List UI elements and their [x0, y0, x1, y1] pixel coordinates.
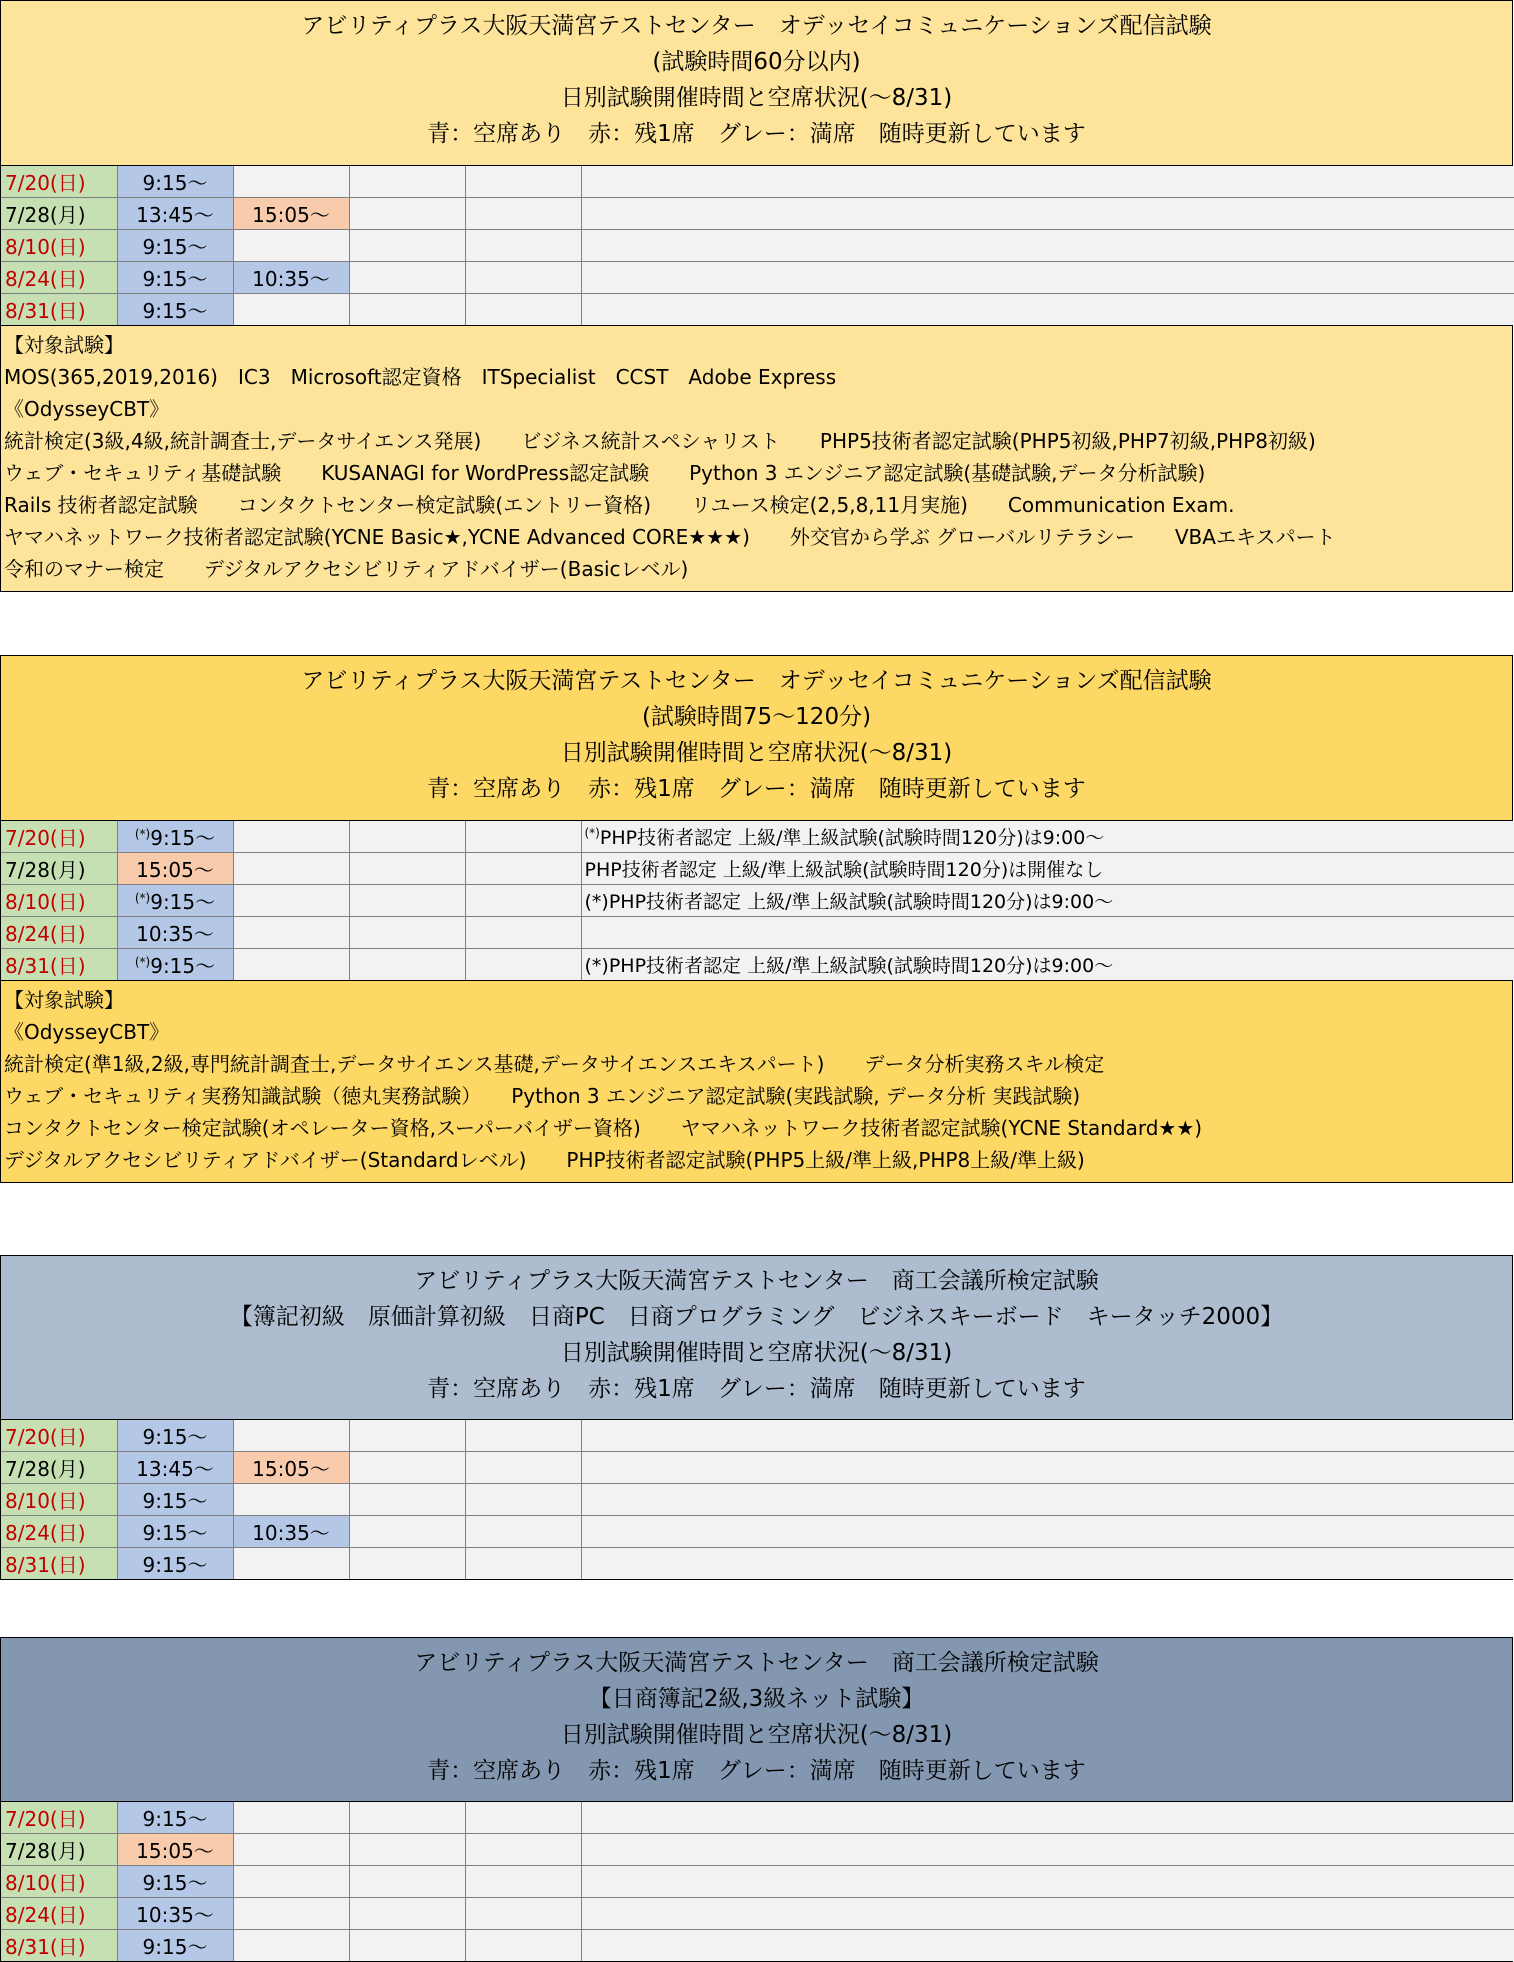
empty-slot-cell: [465, 1484, 581, 1516]
note-cell: [581, 166, 1514, 198]
time-slot-cell: [233, 262, 349, 294]
time-slot-cell: [117, 885, 233, 917]
table-row: [1, 294, 1514, 326]
date-cell: 8/10(日): [1, 885, 117, 917]
empty-slot-cell: [465, 1516, 581, 1548]
section-header: [1, 656, 1512, 821]
time-slot-text: 9:15～: [142, 1807, 208, 1831]
date-cell: 7/20(日): [1, 1420, 117, 1452]
time-slot-cell: [233, 1452, 349, 1484]
note-cell: [581, 1452, 1514, 1484]
time-slot-cell: [117, 1420, 233, 1452]
table-row: [1, 198, 1514, 230]
footnote-mark: (*): [584, 826, 600, 840]
empty-slot-cell: [349, 1866, 465, 1898]
table-row: [1, 917, 1514, 949]
note-text: PHP技術者認定 上級/準上級試験(試験時間120分)は9:00～: [599, 827, 1105, 849]
date-cell: 8/10(日): [1, 230, 117, 262]
date-cell: 7/28(月): [1, 198, 117, 230]
section-header: [1, 1638, 1512, 1802]
target-exams: [1, 980, 1512, 1182]
time-slot-text: 9:15～: [142, 171, 208, 195]
time-slot-text: 10:35～: [136, 1903, 214, 1927]
time-slot-cell: [117, 1516, 233, 1548]
target-exams-line: MOS(365,2019,2016) IC3 Microsoft認定資格 ITSpecialist CCST Adobe Express: [4, 365, 837, 389]
target-exams-line: 令和のマナー検定 デジタルアクセシビリティアドバイザー(Basicレベル): [4, 557, 689, 581]
time-slot-text: 10:35～: [136, 922, 214, 946]
time-slot-cell: [117, 917, 233, 949]
schedule-table: [1, 166, 1514, 325]
note-text: PHP技術者認定 上級/準上級試験(試験時間120分)は開催なし: [584, 859, 1104, 881]
time-slot-cell: [117, 821, 233, 853]
empty-slot-cell: [465, 166, 581, 198]
table-row: [1, 1866, 1514, 1898]
note-cell: [581, 1484, 1514, 1516]
empty-slot-cell: [465, 1930, 581, 1962]
time-slot-cell: [117, 1866, 233, 1898]
empty-slot-cell: [233, 917, 349, 949]
table-row: [1, 1898, 1514, 1930]
empty-slot-cell: [465, 949, 581, 981]
table-row: [1, 1802, 1514, 1834]
note-cell: [581, 1548, 1514, 1580]
time-slot-cell: [117, 1930, 233, 1962]
time-slot-text: 13:45～: [136, 203, 214, 227]
section-header-line: 日別試験開催時間と空席状況(～8/31): [560, 1722, 953, 1748]
time-slot-text: 15:05～: [136, 1839, 214, 1863]
time-slot-cell: [117, 1452, 233, 1484]
note-cell: [581, 1930, 1514, 1962]
section-title: アビリティプラス大阪天満宮テストセンター 商工会議所検定試験: [414, 1650, 1099, 1676]
target-exams-line: ウェブ・セキュリティ実務知識試験（徳丸実務試験） Python 3 エンジニア認定試験(実践試験, データ分析 実践試験): [4, 1084, 1081, 1108]
time-slot-text: 9:15～: [150, 954, 216, 978]
time-slot-text: 15:05～: [136, 858, 214, 882]
time-slot-cell: [117, 262, 233, 294]
note-cell: [581, 198, 1514, 230]
schedule-section-4: [0, 1637, 1513, 1962]
footnote-mark: (*): [134, 955, 151, 969]
target-exams-line: 統計検定(準1級,2級,専門統計調査士,データサイエンス基礎,データサイエンスエキスパート) データ分析実務スキル検定: [4, 1052, 1105, 1076]
target-exams-heading: 【対象試験】: [4, 333, 124, 357]
date-cell: 8/24(日): [1, 1516, 117, 1548]
section-header-line: 青：空席あり 赤：残1席 グレー：満席 随時更新しています: [427, 776, 1086, 802]
time-slot-cell: [117, 230, 233, 262]
table-row: [1, 1420, 1514, 1452]
table-row: [1, 949, 1514, 981]
date-cell: 7/28(月): [1, 1452, 117, 1484]
empty-slot-cell: [349, 230, 465, 262]
empty-slot-cell: [465, 885, 581, 917]
table-row: [1, 1548, 1514, 1580]
empty-slot-cell: [233, 1930, 349, 1962]
table-row: [1, 1452, 1514, 1484]
empty-slot-cell: [349, 294, 465, 326]
empty-slot-cell: [465, 821, 581, 853]
note-cell: [581, 1802, 1514, 1834]
section-header-line: 日別試験開催時間と空席状況(～8/31): [560, 85, 953, 111]
date-cell: 8/31(日): [1, 294, 117, 326]
empty-slot-cell: [349, 853, 465, 885]
empty-slot-cell: [233, 885, 349, 917]
note-cell: [581, 1834, 1514, 1866]
time-slot-text: 10:35～: [252, 267, 330, 291]
note-cell: [581, 1420, 1514, 1452]
empty-slot-cell: [465, 1898, 581, 1930]
section-header-line: 青：空席あり 赤：残1席 グレー：満席 随時更新しています: [427, 1758, 1086, 1784]
time-slot-cell: [233, 1516, 349, 1548]
empty-slot-cell: [233, 294, 349, 326]
time-slot-text: 13:45～: [136, 1457, 214, 1481]
table-row: [1, 885, 1514, 917]
table-row: [1, 1484, 1514, 1516]
empty-slot-cell: [233, 230, 349, 262]
schedule-table: [1, 1420, 1514, 1579]
target-exams-heading: 【対象試験】: [4, 988, 124, 1012]
section-header-line: 【簿記初級 原価計算初級 日商PC 日商プログラミング ビジネスキーボード キータッチ2000】: [229, 1304, 1284, 1330]
schedule-section-2: [0, 655, 1513, 1183]
date-cell: 8/10(日): [1, 1484, 117, 1516]
target-exams-line: ヤマハネットワーク技術者認定試験(YCNE Basic★,YCNE Advanced CORE★★★) 外交官から学ぶ グローバルリテラシー VBAエキスパート: [4, 525, 1336, 549]
note-cell: [581, 1898, 1514, 1930]
empty-slot-cell: [465, 262, 581, 294]
time-slot-cell: [117, 1802, 233, 1834]
time-slot-cell: [117, 198, 233, 230]
note-text: (*)PHP技術者認定 上級/準上級試験(試験時間120分)は9:00～: [584, 955, 1114, 977]
time-slot-text: 9:15～: [142, 1935, 208, 1959]
empty-slot-cell: [349, 1834, 465, 1866]
note-cell: [581, 949, 1514, 981]
empty-slot-cell: [233, 1420, 349, 1452]
table-row: [1, 821, 1514, 853]
empty-slot-cell: [465, 198, 581, 230]
time-slot-cell: [117, 1834, 233, 1866]
empty-slot-cell: [349, 1420, 465, 1452]
empty-slot-cell: [465, 1802, 581, 1834]
schedule-table: [1, 821, 1514, 980]
note-cell: [581, 1516, 1514, 1548]
time-slot-cell: [117, 166, 233, 198]
time-slot-cell: [117, 853, 233, 885]
time-slot-cell: [117, 1548, 233, 1580]
section-header: [1, 1256, 1512, 1420]
empty-slot-cell: [465, 1548, 581, 1580]
schedule-section-3: [0, 1255, 1513, 1580]
section-header-line: 【日商簿記2級,3級ネット試験】: [588, 1686, 925, 1712]
empty-slot-cell: [465, 1420, 581, 1452]
note-cell: [581, 917, 1514, 949]
time-slot-cell: [117, 949, 233, 981]
date-cell: 7/28(月): [1, 1834, 117, 1866]
empty-slot-cell: [465, 1834, 581, 1866]
time-slot-text: 15:05～: [252, 203, 330, 227]
empty-slot-cell: [349, 1802, 465, 1834]
note-text: (*)PHP技術者認定 上級/準上級試験(試験時間120分)は9:00～: [584, 891, 1114, 913]
time-slot-text: 9:15～: [142, 235, 208, 259]
schedule-table: [1, 1802, 1514, 1961]
time-slot-text: 10:35～: [252, 1521, 330, 1545]
time-slot-cell: [117, 1484, 233, 1516]
note-cell: [581, 294, 1514, 326]
time-slot-text: 9:15～: [142, 1553, 208, 1577]
empty-slot-cell: [349, 821, 465, 853]
date-cell: 7/20(日): [1, 166, 117, 198]
empty-slot-cell: [465, 1452, 581, 1484]
empty-slot-cell: [349, 198, 465, 230]
empty-slot-cell: [233, 949, 349, 981]
empty-slot-cell: [349, 1452, 465, 1484]
section-title: アビリティプラス大阪天満宮テストセンター 商工会議所検定試験: [414, 1268, 1099, 1294]
date-cell: 7/28(月): [1, 853, 117, 885]
section-header-line: 青：空席あり 赤：残1席 グレー：満席 随時更新しています: [427, 121, 1086, 147]
empty-slot-cell: [465, 1866, 581, 1898]
section-title: アビリティプラス大阪天満宮テストセンター オデッセイコミュニケーションズ配信試験: [301, 13, 1212, 39]
section-header-line: 日別試験開催時間と空席状況(～8/31): [560, 740, 953, 766]
target-exams-line: デジタルアクセシビリティアドバイザー(Standardレベル) PHP技術者認定試験(PHP5上級/準上級,PHP8上級/準上級): [4, 1148, 1085, 1172]
date-cell: 7/20(日): [1, 1802, 117, 1834]
empty-slot-cell: [349, 1516, 465, 1548]
note-cell: [581, 885, 1514, 917]
table-row: [1, 1930, 1514, 1962]
empty-slot-cell: [349, 917, 465, 949]
section-header-line: (試験時間60分以内): [652, 49, 861, 75]
date-cell: 7/20(日): [1, 821, 117, 853]
empty-slot-cell: [233, 1802, 349, 1834]
time-slot-text: 9:15～: [150, 890, 216, 914]
note-cell: [581, 1866, 1514, 1898]
empty-slot-cell: [233, 1548, 349, 1580]
empty-slot-cell: [349, 1898, 465, 1930]
empty-slot-cell: [233, 1834, 349, 1866]
time-slot-cell: [117, 294, 233, 326]
empty-slot-cell: [349, 262, 465, 294]
time-slot-text: 9:15～: [142, 299, 208, 323]
target-exams-line: ウェブ・セキュリティ基礎試験 KUSANAGI for WordPress認定試験 Python 3 エンジニア認定試験(基礎試験,データ分析試験): [4, 461, 1206, 485]
footnote-mark: (*): [134, 891, 151, 905]
empty-slot-cell: [465, 917, 581, 949]
empty-slot-cell: [465, 230, 581, 262]
section-header-line: (試験時間75～120分): [641, 704, 872, 730]
empty-slot-cell: [349, 1484, 465, 1516]
table-row: [1, 166, 1514, 198]
date-cell: 8/24(日): [1, 1898, 117, 1930]
empty-slot-cell: [349, 949, 465, 981]
table-row: [1, 230, 1514, 262]
table-row: [1, 262, 1514, 294]
target-exams-line: 統計検定(3級,4級,統計調査士,データサイエンス発展) ビジネス統計スペシャリスト PHP5技術者認定試験(PHP5初級,PHP7初級,PHP8初級): [4, 429, 1316, 453]
empty-slot-cell: [465, 853, 581, 885]
time-slot-text: 15:05～: [252, 1457, 330, 1481]
empty-slot-cell: [233, 1898, 349, 1930]
date-cell: 8/31(日): [1, 1548, 117, 1580]
date-cell: 8/31(日): [1, 949, 117, 981]
time-slot-cell: [233, 198, 349, 230]
table-row: [1, 1516, 1514, 1548]
time-slot-text: 9:15～: [142, 1489, 208, 1513]
time-slot-text: 9:15～: [142, 1521, 208, 1545]
schedule-section-1: [0, 0, 1513, 592]
table-row: [1, 853, 1514, 885]
date-cell: 8/24(日): [1, 262, 117, 294]
target-exams-line: 《OdysseyCBT》: [4, 1020, 170, 1044]
section-header-line: 青：空席あり 赤：残1席 グレー：満席 随時更新しています: [427, 1376, 1086, 1402]
time-slot-text: 9:15～: [142, 1425, 208, 1449]
empty-slot-cell: [233, 821, 349, 853]
empty-slot-cell: [233, 166, 349, 198]
note-cell: [581, 262, 1514, 294]
empty-slot-cell: [349, 166, 465, 198]
note-cell: [581, 853, 1514, 885]
section-header: [1, 1, 1512, 166]
date-cell: 8/24(日): [1, 917, 117, 949]
target-exams-line: Rails 技術者認定試験 コンタクトセンター検定試験(エントリー資格) リユース検定(2,5,8,11月実施) Communication Exam.: [4, 493, 1235, 517]
date-cell: 8/10(日): [1, 1866, 117, 1898]
empty-slot-cell: [465, 294, 581, 326]
note-cell: [581, 230, 1514, 262]
target-exams-line: 《OdysseyCBT》: [4, 397, 170, 421]
empty-slot-cell: [349, 885, 465, 917]
target-exams: [1, 325, 1512, 591]
time-slot-cell: [117, 1898, 233, 1930]
empty-slot-cell: [349, 1930, 465, 1962]
empty-slot-cell: [349, 1548, 465, 1580]
note-cell: [581, 821, 1514, 853]
section-title: アビリティプラス大阪天満宮テストセンター オデッセイコミュニケーションズ配信試験: [301, 668, 1212, 694]
target-exams-line: コンタクトセンター検定試験(オペレーター資格,スーパーバイザー資格) ヤマハネットワーク技術者認定試験(YCNE Standard★★): [4, 1116, 1203, 1140]
time-slot-text: 9:15～: [142, 267, 208, 291]
section-header-line: 日別試験開催時間と空席状況(～8/31): [560, 1340, 953, 1366]
empty-slot-cell: [233, 1866, 349, 1898]
table-row: [1, 1834, 1514, 1866]
empty-slot-cell: [233, 853, 349, 885]
time-slot-text: 9:15～: [150, 826, 216, 850]
date-cell: 8/31(日): [1, 1930, 117, 1962]
time-slot-text: 9:15～: [142, 1871, 208, 1895]
empty-slot-cell: [233, 1484, 349, 1516]
footnote-mark: (*): [134, 827, 151, 841]
